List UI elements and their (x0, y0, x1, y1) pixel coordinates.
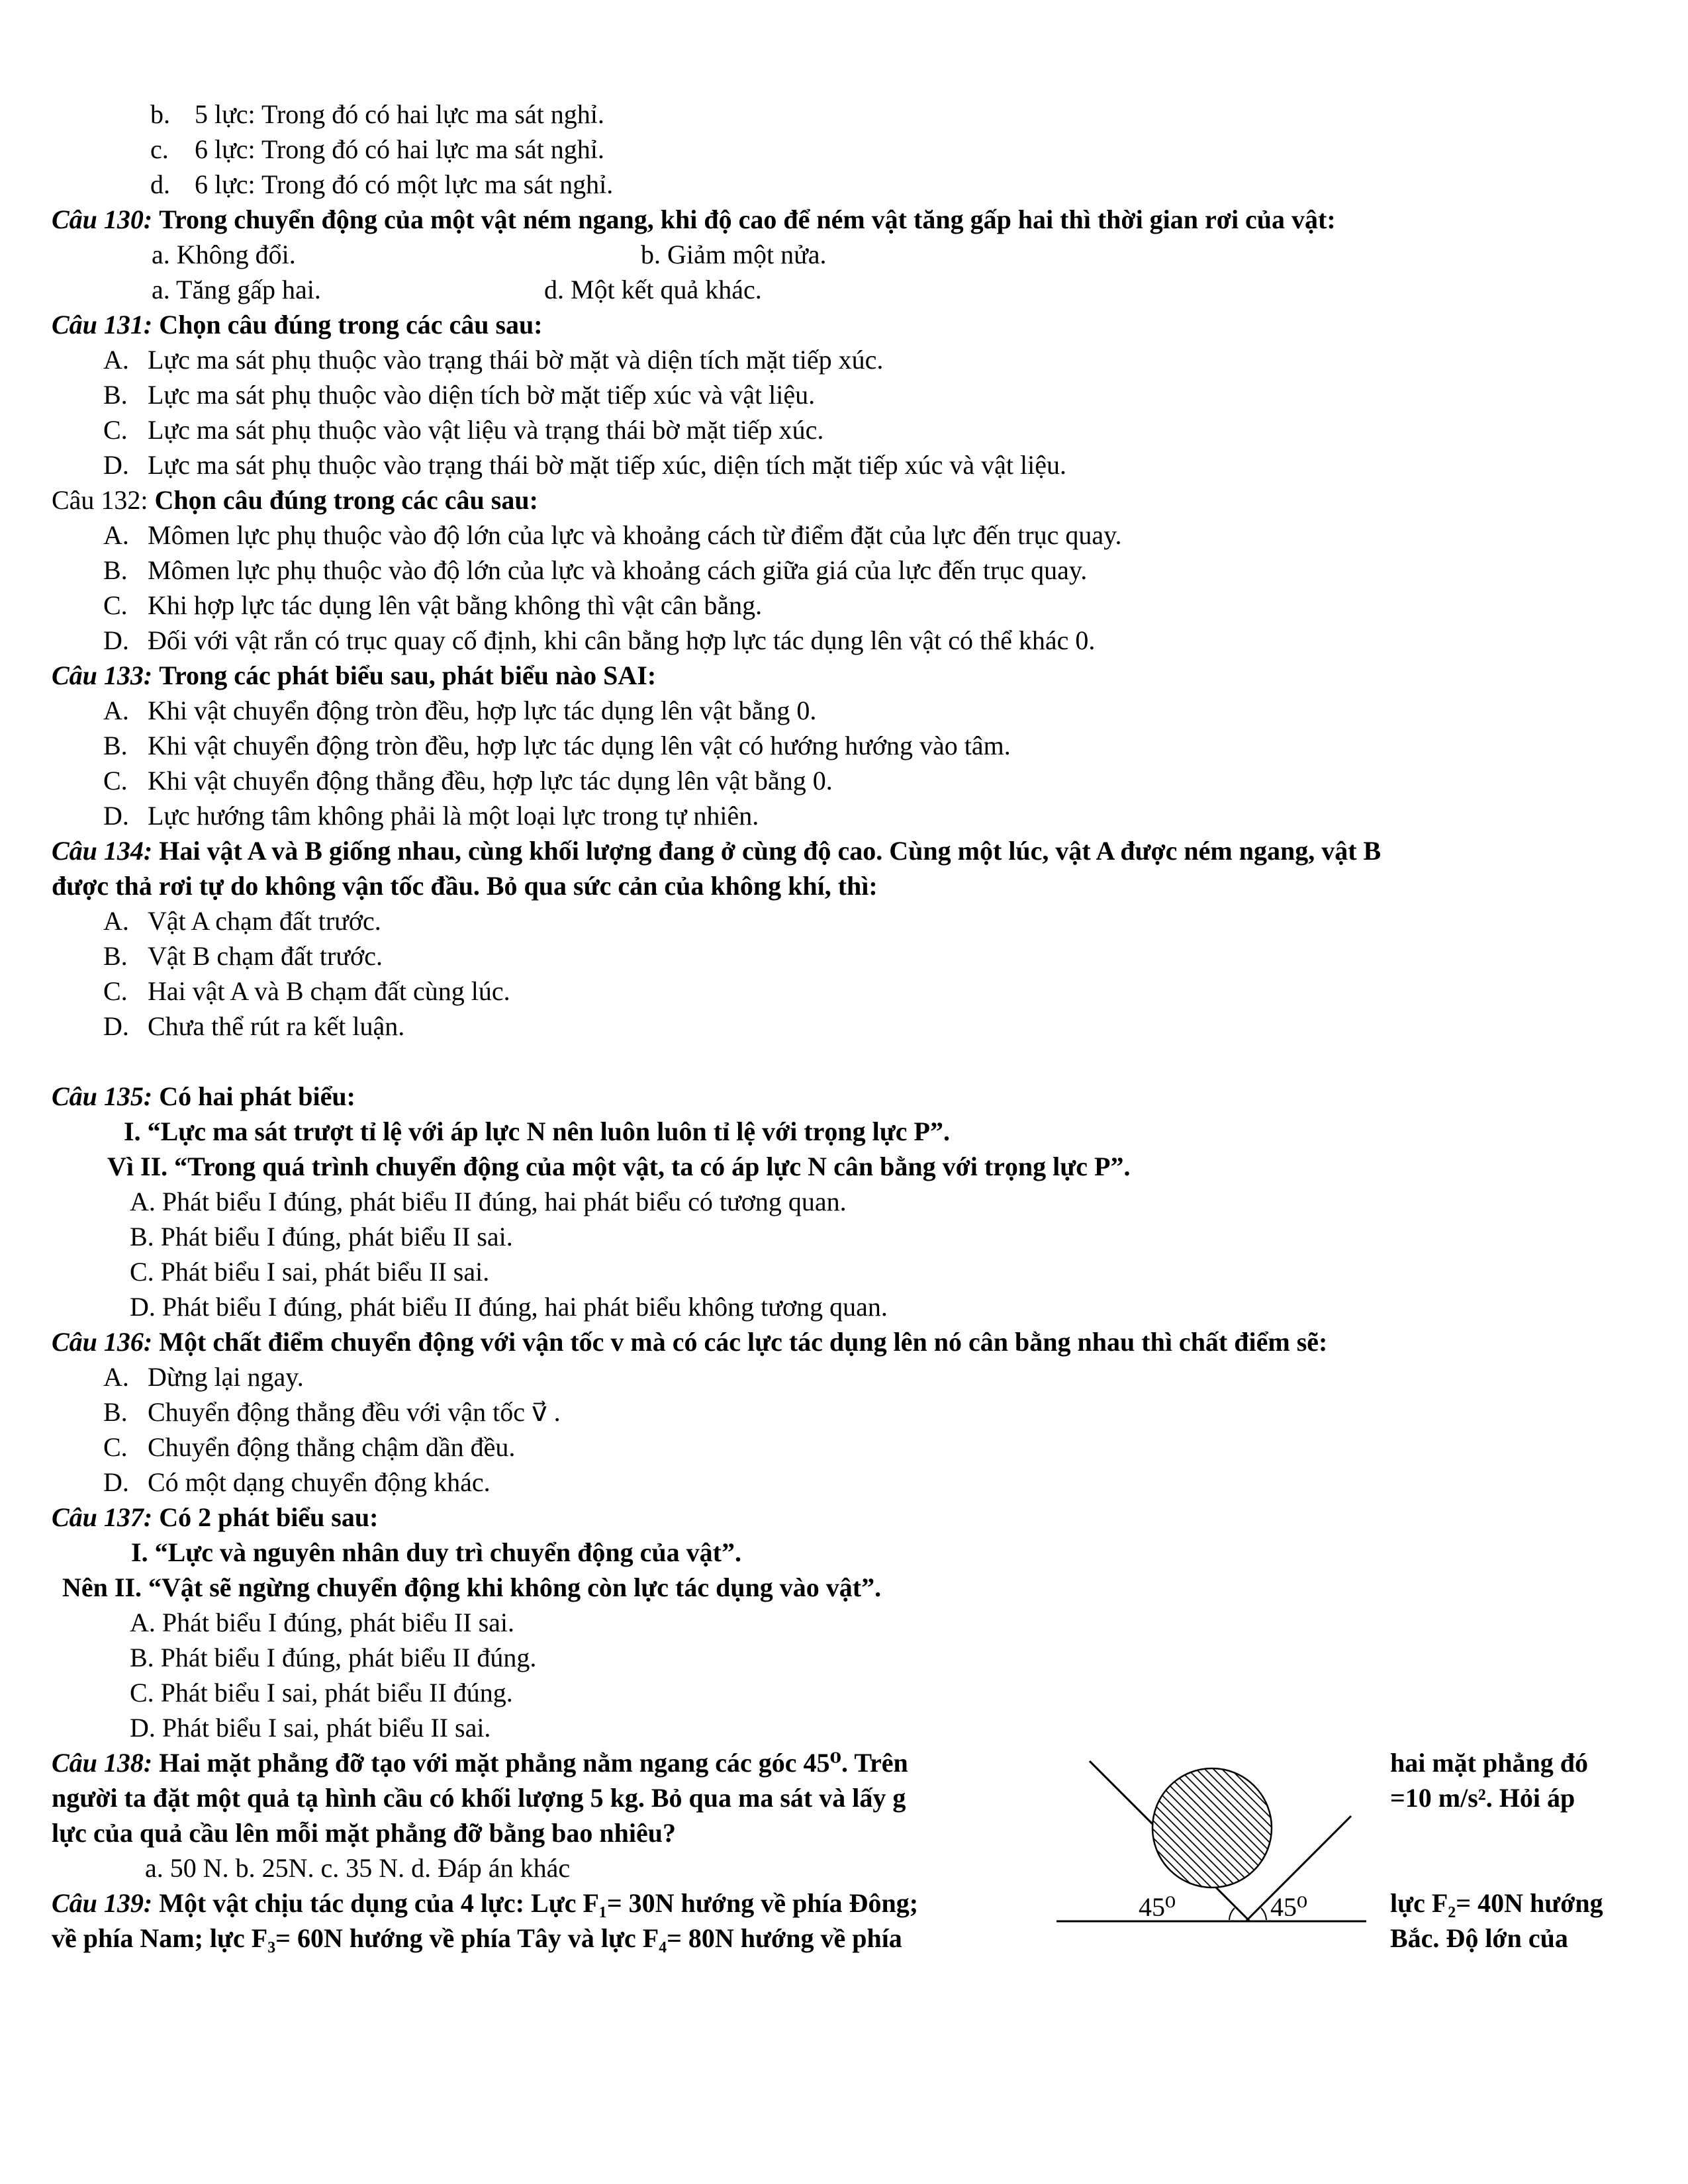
answer-option-row (52, 237, 1643, 272)
question-text-wrap: Bắc. Độ lớn của (1390, 1923, 1568, 1953)
question-continuation: lực của quả cầu lên mỗi mặt phẳng đỡ bằng bao nhiêu? (52, 1818, 677, 1848)
answer-option: C. Khi hợp lực tác dụng lên vật bằng không thì vật cân bằng. (52, 588, 1643, 623)
answer-option: D. Chưa thể rút ra kết luận. (52, 1009, 1643, 1044)
answer-option: B. Mômen lực phụ thuộc vào độ lớn của lực và khoảng cách giữa giá của lực đến trục quay. (52, 553, 1643, 588)
sphere (1152, 1768, 1272, 1888)
figsec-right-column (1390, 1745, 1603, 1956)
question-number: Câu 136: (52, 1327, 153, 1357)
question-line (52, 1745, 1058, 1780)
answer-option: C. Khi vật chuyển động thẳng đều, hợp lực tác dụng lên vật bằng 0. (52, 763, 1643, 798)
option-letter: D. (103, 625, 129, 655)
question-text: Hai vật A và B giống nhau, cùng khối lượng đang ở cùng độ cao. Cùng một lúc, vật A được ném ngang, vật B (152, 836, 1382, 866)
option-letter: C. (103, 976, 128, 1006)
question-text: Có hai phát biểu: (152, 1081, 355, 1111)
angle-label-left: 45⁰ (1139, 1892, 1176, 1922)
answer-option: D. Phát biểu I đúng, phát biểu II đúng, hai phát biểu không tương quan. (130, 1292, 888, 1322)
question-line (52, 1324, 1643, 1359)
question-text: Chọn câu đúng trong các câu sau: (148, 485, 538, 515)
option-letter: A. (103, 696, 129, 725)
answer-option: B. Phát biểu I đúng, phát biểu II sai. (130, 1222, 513, 1251)
question-number: Câu 133: (52, 660, 153, 690)
question-text: Có 2 phát biểu sau: (152, 1502, 379, 1532)
question-line (52, 482, 1643, 518)
option-letter: D. (103, 801, 129, 831)
answer-option: A. Mômen lực phụ thuộc vào độ lớn của lực và khoảng cách từ điểm đặt của lực đến trục quay. (52, 518, 1643, 553)
option-letter: D. (103, 450, 129, 480)
option-letter: B. (103, 941, 128, 971)
answer-option: C. Lực ma sát phụ thuộc vào vật liệu và trạng thái bờ mặt tiếp xúc. (52, 412, 1643, 447)
question-line (52, 1500, 1643, 1535)
answer-option: C. Chuyển động thẳng chậm dần đều. (52, 1430, 1643, 1465)
question-number: Câu 131: (52, 310, 153, 340)
answer-option: B. Lực ma sát phụ thuộc vào diện tích bờ mặt tiếp xúc và vật liệu. (52, 377, 1643, 412)
answer-option: c. 6 lực: Trong đó có hai lực ma sát nghỉ. (52, 132, 1643, 167)
option-letter: B. (103, 1397, 128, 1427)
question-text: Trong các phát biểu sau, phát biểu nào SAI: (152, 660, 657, 690)
blank-line (1390, 1850, 1603, 1886)
question-number: Câu 132: (52, 485, 148, 515)
answer-option: A. Lực ma sát phụ thuộc vào trạng thái bờ mặt và diện tích mặt tiếp xúc. (52, 342, 1643, 377)
answer-option: b. Giảm một nửa. (641, 240, 827, 269)
blank-line (1390, 1815, 1603, 1850)
question-continuation: được thả rơi tự do không vận tốc đầu. Bỏ qua sức cản của không khí, thì: (52, 871, 878, 901)
option-letter: A. (103, 1362, 129, 1392)
statement-line: I. “Lực và nguyên nhân duy trì chuyển động của vật”. (131, 1537, 741, 1567)
question-text-wrap: lực F₂= 40N hướng (1390, 1888, 1603, 1918)
answer-option: B. Vật B chạm đất trước. (52, 938, 1643, 974)
answer-option: d. 6 lực: Trong đó có một lực ma sát nghỉ. (52, 167, 1643, 202)
answer-option: A. Vật A chạm đất trước. (52, 903, 1643, 938)
option-letter: B. (103, 555, 128, 585)
answer-option: A. Dừng lại ngay. (52, 1359, 1643, 1394)
question-text-wrap: hai mặt phẳng đó (1390, 1748, 1588, 1778)
answer-option: A. Khi vật chuyển động tròn đều, hợp lực tác dụng lên vật bằng 0. (52, 693, 1643, 728)
question-continuation: về phía Nam; lực F₃= 60N hướng về phía Tây và lực F₄= 80N hướng về phía (52, 1923, 902, 1953)
answer-option: D. Lực hướng tâm không phải là một loại lực trong tự nhiên. (52, 798, 1643, 833)
answer-option: B. Phát biểu I đúng, phát biểu II đúng. (130, 1643, 537, 1672)
angle-label-right: 45⁰ (1270, 1892, 1308, 1922)
sphere-on-inclines-figure (1055, 1757, 1376, 1937)
question-text: Trong chuyển động của một vật ném ngang, khi độ cao để ném vật tăng gấp hai thì thời gian rơi của vật: (152, 205, 1336, 234)
option-letter: c. (150, 134, 169, 164)
question-number: Câu 139: (52, 1888, 153, 1918)
answer-option-row: a. 50 N. b. 25N. c. 35 N. d. Đáp án khác (145, 1853, 571, 1883)
answer-option: D. Phát biểu I sai, phát biểu II sai. (130, 1713, 491, 1743)
figsec-left-column (52, 1745, 1058, 1956)
answer-option: C. Phát biểu I sai, phát biểu II đúng. (130, 1678, 513, 1707)
answer-option: C. Phát biểu I sai, phát biểu II sai. (130, 1257, 490, 1287)
question-blocks (52, 97, 1643, 1745)
answer-option: d. Một kết quả khác. (544, 275, 762, 304)
angle-arc-left (1229, 1908, 1235, 1920)
statement-line: I. “Lực ma sát trượt tỉ lệ với áp lực N nên luôn luôn tỉ lệ với trọng lực P”. (124, 1116, 950, 1146)
question-138-139-section (52, 1745, 1643, 1956)
question-number: Câu 134: (52, 836, 153, 866)
question-text: Chọn câu đúng trong các câu sau: (152, 310, 543, 340)
question-text: Hai mặt phẳng đỡ tạo với mặt phẳng nằm ngang các góc 45⁰. Trên (159, 1748, 908, 1778)
option-letter: C. (103, 415, 128, 445)
spacer (152, 1748, 159, 1778)
question-line (52, 1886, 1058, 1921)
answer-option: A. Phát biểu I đúng, phát biểu II đúng, hai phát biểu có tương quan. (130, 1187, 847, 1216)
question-text: Một vật chịu tác dụng của 4 lực: Lực F₁= 30N hướng về phía Đông; (159, 1888, 919, 1918)
answer-option: B. Khi vật chuyển động tròn đều, hợp lực tác dụng lên vật có hướng hướng vào tâm. (52, 728, 1643, 763)
question-number: Câu 135: (52, 1081, 153, 1111)
answer-option: B. Chuyển động thẳng đều với vận tốc v⃗ . (52, 1394, 1643, 1430)
option-letter: B. (103, 380, 128, 410)
option-letter: B. (103, 731, 128, 760)
option-letter: C. (103, 590, 128, 620)
question-line (52, 658, 1643, 693)
option-letter: D. (103, 1467, 129, 1497)
question-number: Câu 138: (52, 1748, 153, 1778)
option-letter: A. (103, 906, 129, 936)
question-line (52, 1079, 1643, 1114)
question-continuation: người ta đặt một quả tạ hình cầu có khối lượng 5 kg. Bỏ qua ma sát và lấy g (52, 1783, 906, 1813)
answer-option: D. Lực ma sát phụ thuộc vào trạng thái bờ mặt tiếp xúc, diện tích mặt tiếp xúc và vật liệu. (52, 447, 1643, 482)
question-line (52, 307, 1643, 342)
question-number: Câu 130: (52, 205, 153, 234)
option-letter: b. (150, 99, 170, 129)
answer-option: D. Đối với vật rắn có trục quay cố định, khi cân bằng hợp lực tác dụng lên vật có thể khác 0. (52, 623, 1643, 658)
option-letter: A. (103, 345, 129, 375)
option-letter: A. (103, 520, 129, 550)
blank-line (52, 1044, 1643, 1079)
answer-option: a. Không đổi. (152, 240, 296, 269)
option-letter: C. (103, 1432, 128, 1462)
question-line (52, 202, 1643, 237)
spacer (152, 1888, 159, 1918)
angle-arc-right (1261, 1908, 1266, 1920)
option-letter: d. (150, 169, 170, 199)
answer-option: b. 5 lực: Trong đó có hai lực ma sát nghỉ. (52, 97, 1643, 132)
answer-option: a. Tăng gấp hai. (152, 275, 321, 304)
question-text-wrap: =10 m/s². Hỏi áp (1390, 1783, 1575, 1813)
question-line (52, 833, 1643, 868)
statement-line: Nên II. “Vật sẽ ngừng chuyển động khi không còn lực tác dụng vào vật”. (62, 1572, 882, 1602)
question-text: Một chất điểm chuyển động với vận tốc v mà có các lực tác dụng lên nó cân bằng nhau thì chất điểm sẽ: (152, 1327, 1328, 1357)
option-letter: C. (103, 766, 128, 796)
answer-option-row (52, 272, 1643, 307)
question-number: Câu 137: (52, 1502, 153, 1532)
answer-option: A. Phát biểu I đúng, phát biểu II sai. (130, 1608, 514, 1637)
option-letter: D. (103, 1011, 129, 1041)
statement-line: Vì II. “Trong quá trình chuyển động của một vật, ta có áp lực N cân bằng với trọng lực P”. (107, 1152, 1131, 1181)
answer-option: D. Có một dạng chuyển động khác. (52, 1465, 1643, 1500)
answer-option: C. Hai vật A và B chạm đất cùng lúc. (52, 974, 1643, 1009)
document-body (52, 97, 1643, 1956)
